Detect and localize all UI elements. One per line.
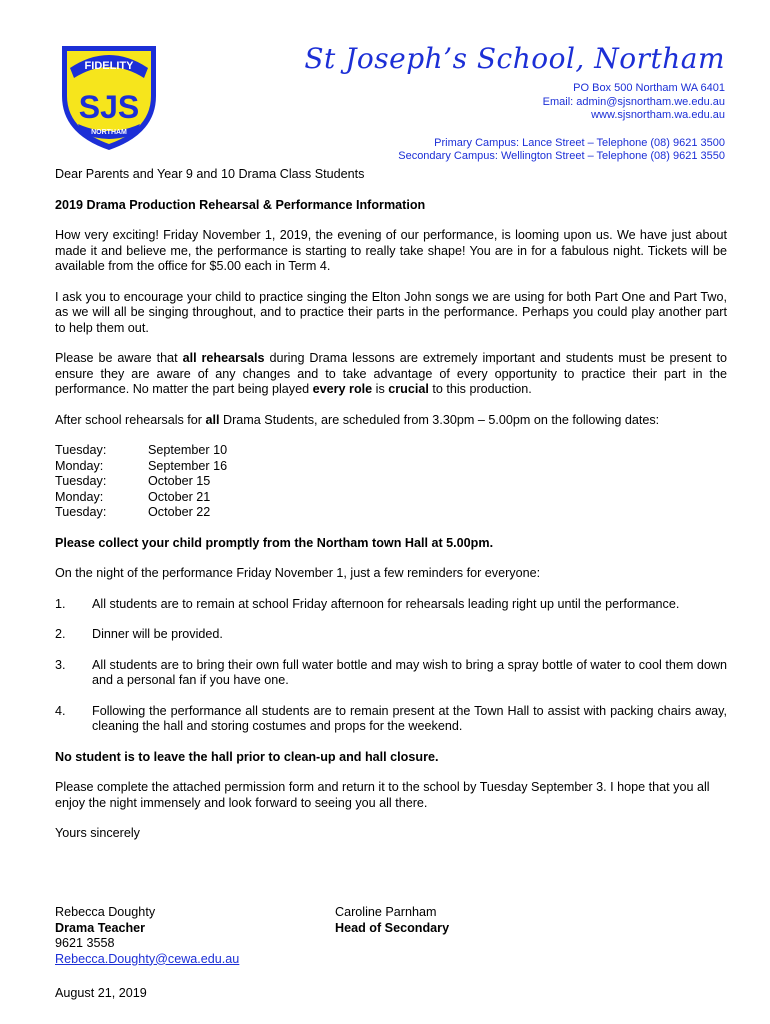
schedule-date: October 22 xyxy=(148,505,211,519)
no-leave-notice xyxy=(55,750,727,766)
school-website: www.sjsnortham.wa.edu.au xyxy=(591,109,725,121)
list-item xyxy=(55,597,727,613)
closing-paragraph: Please complete the attached permission form and return it to the school by Tuesday September 3. I hope that you all enjoy the night immensely and look forward to seeing you all there. xyxy=(55,780,710,810)
letter-date: August 21, 2019 xyxy=(55,986,147,1000)
rehearsal-schedule xyxy=(55,443,727,521)
signature-block xyxy=(55,905,727,967)
list-text: Following the performance all students are to remain present at the Town Hall to assist with packing chairs away, cleaning the hall and storing costumes and props for the weekend. xyxy=(92,703,727,733)
list-number: 3. xyxy=(55,657,66,672)
paragraph-3: Please be aware that all rehearsals during Drama lessons are extremely important and students must be present to ensure they are aware of any changes and to take advantage of every opportunity to practice their part in the performance. No matter the part being played every role is crucial to this production. xyxy=(55,351,727,396)
schedule-row xyxy=(55,459,727,475)
signatory-email-link[interactable]: Rebecca.Doughty@cewa.edu.au xyxy=(55,951,240,966)
schedule-date: September 16 xyxy=(148,458,228,473)
schedule-row xyxy=(55,474,727,490)
list-item xyxy=(55,704,727,735)
bold-all: all xyxy=(205,412,220,427)
night-intro: On the night of the performance Friday November 1, just a few reminders for everyone: xyxy=(55,566,541,580)
signatory-name: Caroline Parnham xyxy=(335,905,437,919)
paragraph-2: I ask you to encourage your child to practice singing the Elton John songs we are using for both Part One and Part Two, as we will all be singing throughout, and to practice their parts in the performance. Perhaps you could play another part to help them out. xyxy=(55,289,727,335)
paragraph-4: After school rehearsals for all Drama Students, are scheduled from 3.30pm – 5.00pm on the following dates: xyxy=(55,412,660,427)
list-number: 4. xyxy=(55,703,66,718)
bold-every-role: every role xyxy=(312,382,373,396)
list-text: All students are to remain at school Friday afternoon for rehearsals leading right up until the performance. xyxy=(92,596,680,611)
signature-right xyxy=(335,905,615,967)
list-number: 2. xyxy=(55,627,66,641)
schedule-date: October 21 xyxy=(148,489,211,504)
no-leave-notice-text: No student is to leave the hall prior to clean-up and hall closure. xyxy=(55,749,439,764)
school-crest-logo xyxy=(56,38,162,152)
collect-notice-text: Please collect your child promptly from the Northam town Hall at 5.00pm. xyxy=(55,535,494,550)
subject-text: 2019 Drama Production Rehearsal & Performance Information xyxy=(55,197,426,212)
paragraph-1: How very exciting! Friday November 1, 2019, the evening of our performance, is looming upon us. We have just about made it and believe me, the performance is starting to really take shape! You are in for a fabulous night. Tickets will be available from the office for $5.00 each in Term 4. xyxy=(55,228,727,273)
reminders-list xyxy=(55,597,727,735)
school-name: St Joseph’s School, Northam xyxy=(304,42,725,75)
collect-notice xyxy=(55,536,727,552)
signatory-name: Rebecca Doughty xyxy=(55,905,156,919)
crest-bottom-text: NORTHAM xyxy=(91,129,127,136)
primary-campus: Primary Campus: Lance Street – Telephone (08) 9621 3500 xyxy=(434,136,725,149)
secondary-campus: Secondary Campus: Wellington Street – Telephone (08) 9621 3550 xyxy=(398,150,725,162)
schedule-date: September 10 xyxy=(148,443,228,457)
schedule-row xyxy=(55,505,727,521)
schedule-day: Tuesday: xyxy=(55,474,107,488)
signoff: Yours sincerely xyxy=(55,826,140,840)
bold-all-rehearsals: all rehearsals xyxy=(182,351,265,365)
po-box: PO Box 500 Northam WA 6401 xyxy=(573,82,725,94)
list-number: 1. xyxy=(55,596,66,611)
bold-crucial: crucial xyxy=(388,382,429,396)
schedule-day: Monday: xyxy=(55,489,104,504)
signatory-title: Drama Teacher xyxy=(55,920,146,935)
crest-monogram: SJS xyxy=(78,89,140,125)
schedule-row xyxy=(55,443,727,459)
schedule-row xyxy=(55,490,727,506)
schedule-day: Tuesday: xyxy=(55,443,107,457)
schedule-day: Monday: xyxy=(55,458,104,473)
signature-left xyxy=(55,905,335,967)
signatory-phone: 9621 3558 xyxy=(55,936,115,950)
letter-body xyxy=(55,167,727,857)
list-item xyxy=(55,658,727,689)
subject-line xyxy=(55,198,727,214)
schedule-day: Tuesday: xyxy=(55,505,107,519)
school-email: Email: admin@sjsnortham.we.edu.au xyxy=(542,95,725,108)
list-text: Dinner will be provided. xyxy=(92,627,223,641)
salutation: Dear Parents and Year 9 and 10 Drama Class Students xyxy=(55,167,365,181)
crest-top-text: FIDELITY xyxy=(84,60,134,72)
schedule-date: October 15 xyxy=(148,474,211,488)
signatory-title: Head of Secondary xyxy=(335,920,450,935)
list-text: All students are to bring their own full water bottle and may wish to bring a spray bottle of water to cool them down and a personal fan if you have one. xyxy=(92,657,727,687)
contact-block xyxy=(398,82,725,164)
list-item xyxy=(55,627,727,643)
